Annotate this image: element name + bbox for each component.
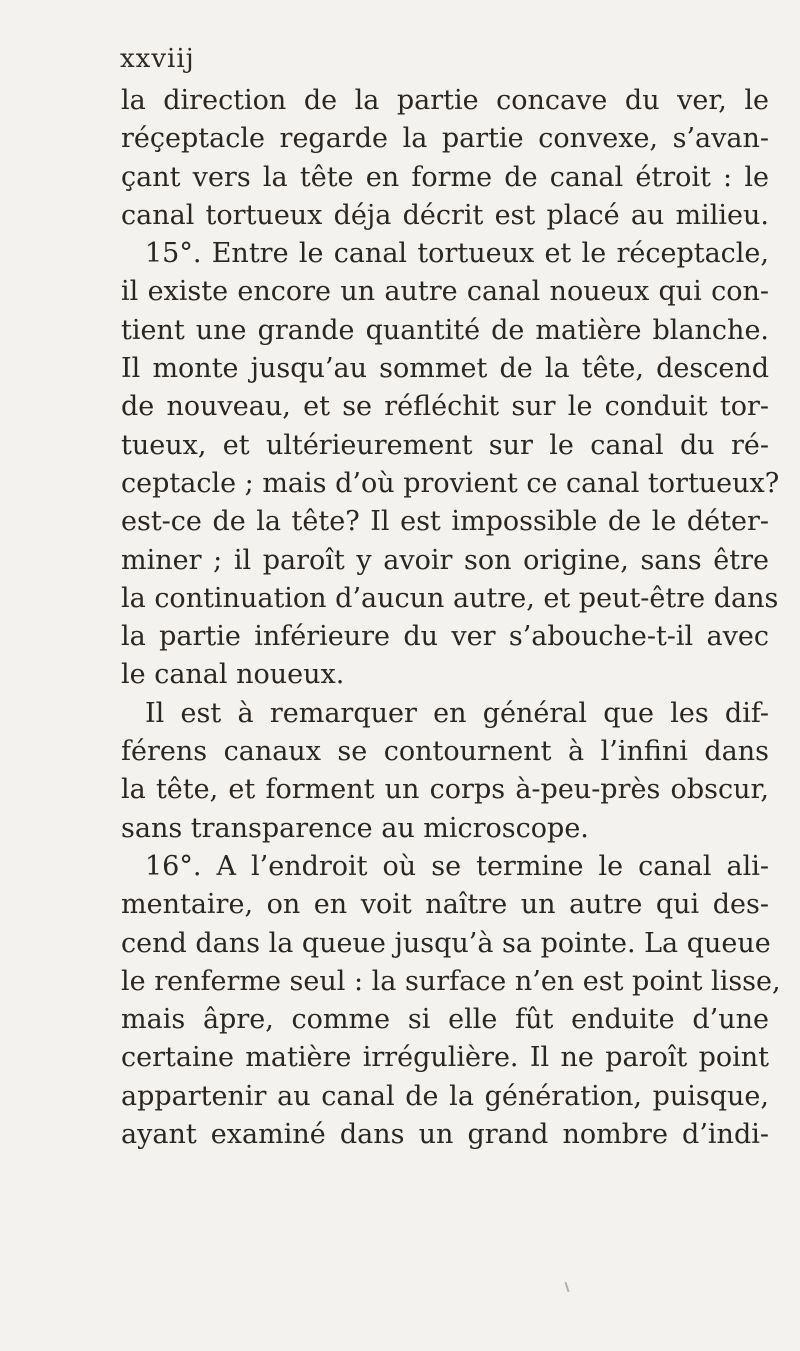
body-text — [121, 82, 781, 1154]
text-line: réçeptacle regarde la partie convexe, s’avan- — [121, 123, 769, 155]
paragraph-start-line: 16°. A l’endroit où se termine le canal ali- — [145, 850, 769, 882]
paragraph-start-line: Il est à remarquer en général que les dif- — [145, 697, 769, 729]
text-line: la tête, et forment un corps à-peu-près obscur, — [121, 774, 769, 806]
paragraph-start-line: 15°. Entre le canal tortueux et le réceptacle, — [145, 238, 769, 270]
text-line: tient une grande quantité de matière blanche. — [121, 314, 769, 346]
text-line: miner ; il paroît y avoir son origine, sans être — [121, 544, 769, 576]
text-line: de nouveau, et se réfléchit sur le conduit tor- — [121, 391, 769, 423]
text-line: est-ce de la tête? Il est impossible de le déter- — [121, 506, 769, 538]
text-line: mentaire, on en voit naître un autre qui des- — [121, 889, 769, 921]
ink-speck — [565, 1282, 570, 1292]
text-line: appartenir au canal de la génération, puisque, — [121, 1080, 769, 1112]
text-line: mais âpre, comme si elle fût enduite d’une — [121, 1004, 769, 1036]
text-line: ayant examiné dans un grand nombre d’indi- — [121, 1119, 769, 1151]
text-line: férens canaux se contournent à l’infini dans — [121, 736, 769, 768]
text-line: tueux, et ultérieurement sur le canal du ré- — [121, 429, 769, 461]
text-line: çant vers la tête en forme de canal étroit : le — [121, 161, 769, 193]
text-line: Il monte jusqu’au sommet de la tête, descend — [121, 353, 769, 385]
text-line: la continuation d’aucun autre, et peut-être dans — [121, 582, 779, 614]
text-line: la direction de la partie concave du ver, le — [121, 85, 769, 116]
paragraph-end-line: sans transparence au microscope. — [121, 812, 589, 844]
page-number: xxviij — [120, 44, 195, 74]
text-line: canal tortueux déja décrit est placé au milieu. — [121, 199, 769, 231]
text-line: la partie inférieure du ver s’abouche-t-il avec — [121, 621, 769, 653]
text-line: le renferme seul : la surface n’en est point lisse, — [121, 965, 781, 997]
text-line: cend dans la queue jusqu’à sa pointe. La queue — [121, 927, 771, 959]
text-line: ceptacle ; mais d’où provient ce canal tortueux? — [121, 467, 780, 499]
text-line: certaine matière irrégulière. Il ne paroît point — [121, 1042, 769, 1074]
paragraph-end-line: le canal noueux. — [121, 659, 345, 691]
text-line: il existe encore un autre canal noueux qui con- — [121, 276, 769, 308]
